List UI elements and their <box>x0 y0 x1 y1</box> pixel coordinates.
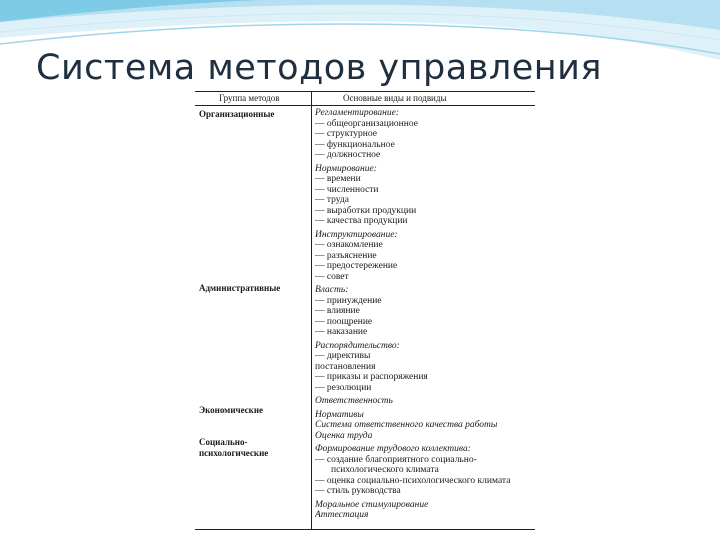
group-socio-psychological <box>199 437 307 459</box>
section-heading: Инструктирование: <box>315 229 398 240</box>
list-item: — ознакомление <box>315 240 383 250</box>
table-top-rule <box>195 91 535 92</box>
section-heading: Аттестация <box>315 510 369 520</box>
section-heading: Нормирование: <box>315 163 377 174</box>
group-organizational: Организационные <box>199 109 275 119</box>
table-header-rule <box>195 105 535 106</box>
list-item: постановления <box>315 361 376 372</box>
section-heading: Регламентирование: <box>315 108 400 118</box>
column-header-types: Основные виды и подвиды <box>343 93 447 103</box>
list-item: — резолюции <box>315 382 372 393</box>
list-item: — труда <box>315 195 349 205</box>
section-heading: Распорядительство: <box>315 340 400 351</box>
list-item: — создание благоприятного социально-психологического климата <box>315 454 477 475</box>
list-item: — численности <box>315 184 379 195</box>
group-socio-line-1: Социально- <box>199 437 248 447</box>
section-heading: Власть: <box>315 285 349 295</box>
list-item: — качества продукции <box>315 216 408 226</box>
list-item: — совет <box>315 271 349 282</box>
list-item: — структурное <box>315 129 377 139</box>
list-item: — наказание <box>315 327 368 337</box>
list-item: — принуждение <box>315 295 382 306</box>
group-economic: Экономические <box>199 405 264 415</box>
table-column-divider <box>311 91 312 529</box>
list-item: — оценка социально-психологического климата <box>315 475 511 486</box>
list-item: — директивы <box>315 351 371 361</box>
list-item: — влияние <box>315 306 360 316</box>
list-item: — общеорганизационное <box>315 118 418 129</box>
section-heading: Оценка труда <box>315 430 373 441</box>
list-item: — времени <box>315 174 361 184</box>
list-item: — поощрение <box>315 316 373 327</box>
section-heading: Нормативы <box>315 409 364 420</box>
list-item: — приказы и распоряжения <box>315 372 428 382</box>
table-bottom-rule <box>195 529 535 530</box>
list-item: — выработки продукции <box>315 205 417 216</box>
section-heading: Формирование трудового коллектива: <box>315 444 471 454</box>
slide-title: Система методов управления <box>36 48 602 88</box>
group-socio-line-2: психологические <box>199 448 269 458</box>
list-item: — предостережение <box>315 261 398 271</box>
column-header-group: Группа методов <box>219 93 280 103</box>
list-item: — должностное <box>315 150 381 160</box>
list-item: — разъяснение <box>315 250 377 261</box>
section-heading: Моральное стимулирование <box>315 499 429 510</box>
group-administrative: Административные <box>199 283 281 293</box>
section-heading: Ответственность <box>315 396 393 406</box>
list-item: — стиль руководства <box>315 486 401 496</box>
list-item: — функциональное <box>315 139 395 150</box>
section-heading: Система ответственного качества работы <box>315 420 498 430</box>
methods-table <box>195 91 535 531</box>
types-list <box>315 108 533 521</box>
